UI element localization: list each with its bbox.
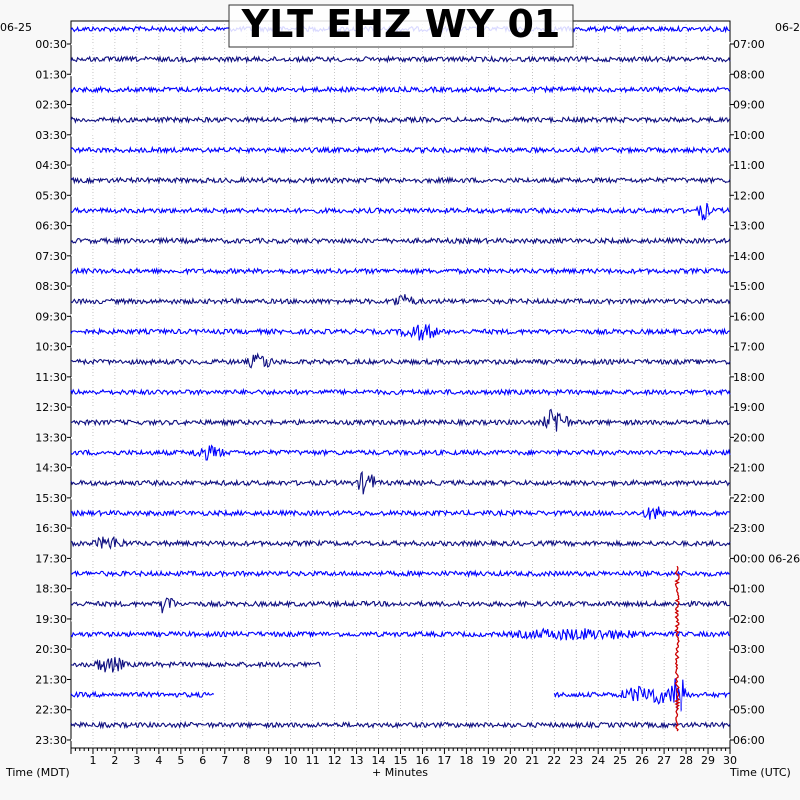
x-tick-label: 6 xyxy=(199,754,207,767)
x-tick-label: 12 xyxy=(327,754,342,767)
right-time-label: 22:00 xyxy=(733,491,765,505)
right-time-label: 17:00 xyxy=(733,340,765,354)
x-axis-title: + Minutes xyxy=(371,766,429,779)
left-time-label: 06:30 xyxy=(35,219,67,233)
left-time-label: 01:30 xyxy=(35,68,67,82)
right-time-label: 05:00 xyxy=(733,703,765,717)
x-tick-label: 3 xyxy=(133,754,141,767)
left-time-label: 10:30 xyxy=(35,340,67,354)
right-time-label: 07:00 xyxy=(733,38,765,51)
left-time-label: 11:30 xyxy=(35,370,67,384)
x-tick-label: 5 xyxy=(177,754,185,767)
x-tick-label: 21 xyxy=(525,754,540,767)
left-time-label: 16:30 xyxy=(35,522,67,536)
right-time-label: 16:00 xyxy=(733,310,765,324)
x-tick-label: 14 xyxy=(371,754,386,767)
x-tick-label: 27 xyxy=(657,754,672,767)
right-time-label: 08:00 xyxy=(733,68,765,82)
right-time-label: 13:00 xyxy=(733,219,765,233)
right-time-label: 10:00 xyxy=(733,128,765,142)
x-tick-label: 1 xyxy=(89,754,97,767)
right-time-label: 19:00 xyxy=(733,401,765,415)
left-time-label: 19:30 xyxy=(35,612,67,626)
right-date-label: 06-2 xyxy=(775,21,800,34)
right-time-label: 09:00 xyxy=(733,98,765,112)
left-time-label: 22:30 xyxy=(35,703,67,717)
right-time-label: 04:00 xyxy=(733,673,765,687)
right-time-label: 06:00 xyxy=(733,733,765,747)
right-time-label: 21:00 xyxy=(733,461,765,475)
x-tick-label: 19 xyxy=(481,754,496,767)
x-tick-label: 26 xyxy=(635,754,650,767)
x-tick-label: 22 xyxy=(547,754,562,767)
x-tick-label: 11 xyxy=(305,754,320,767)
left-time-label: 08:30 xyxy=(35,280,67,294)
title-box xyxy=(229,2,573,47)
left-time-label: 23:30 xyxy=(35,733,67,747)
x-tick-label: 8 xyxy=(243,754,251,767)
left-time-label: 02:30 xyxy=(35,98,67,112)
left-time-label: 13:30 xyxy=(35,431,67,445)
right-time-label: 11:00 xyxy=(733,159,765,173)
x-tick-label: 4 xyxy=(155,754,163,767)
left-time-label: 12:30 xyxy=(35,401,67,415)
right-time-label: 20:00 xyxy=(733,431,765,445)
left-time-label: 09:30 xyxy=(35,310,67,324)
x-tick-label: 18 xyxy=(459,754,474,767)
left-axis-labels xyxy=(35,38,67,747)
left-time-label: 07:30 xyxy=(35,249,67,263)
left-time-label: 04:30 xyxy=(35,159,67,173)
right-time-label: 01:00 xyxy=(733,582,765,596)
left-time-label: 03:30 xyxy=(35,128,67,142)
left-time-label: 20:30 xyxy=(35,643,67,657)
x-tick-label: 20 xyxy=(503,754,518,767)
left-axis-title: Time (MDT) xyxy=(6,766,70,779)
left-date-label: 06-25 xyxy=(0,21,32,34)
right-time-label: 03:00 xyxy=(733,643,765,657)
x-tick-label: 16 xyxy=(415,754,430,767)
right-time-label: 02:00 xyxy=(733,612,765,626)
x-tick-label: 10 xyxy=(283,754,298,767)
left-time-label: 15:30 xyxy=(35,491,67,505)
right-time-label: 12:00 xyxy=(733,189,765,203)
x-tick-label: 9 xyxy=(265,754,273,767)
chart-title: YLT EHZ WY 01 xyxy=(241,2,561,46)
left-time-label: 21:30 xyxy=(35,673,67,687)
x-tick-label: 30 xyxy=(723,754,737,767)
x-tick-label: 23 xyxy=(569,754,584,767)
right-axis-labels xyxy=(733,38,800,747)
x-tick-label: 2 xyxy=(111,754,119,767)
x-tick-label: 17 xyxy=(437,754,452,767)
left-time-label: 18:30 xyxy=(35,582,67,596)
x-tick-label: 15 xyxy=(393,754,408,767)
left-time-label: 14:30 xyxy=(35,461,67,475)
right-axis-title: Time (UTC) xyxy=(730,766,791,779)
x-tick-label: 7 xyxy=(221,754,229,767)
right-time-label: 00:00 06-26 xyxy=(733,552,800,566)
left-time-label: 05:30 xyxy=(35,189,67,203)
left-time-label: 17:30 xyxy=(35,552,67,566)
x-tick-label: 29 xyxy=(701,754,716,767)
x-tick-label: 25 xyxy=(613,754,628,767)
right-time-label: 23:00 xyxy=(733,522,765,536)
left-time-label: 00:30 xyxy=(35,38,67,51)
x-tick-label: 28 xyxy=(679,754,694,767)
right-time-label: 14:00 xyxy=(733,249,765,263)
x-tick-label: 24 xyxy=(591,754,606,767)
right-time-label: 18:00 xyxy=(733,370,765,384)
x-tick-label: 13 xyxy=(349,754,364,767)
right-time-label: 15:00 xyxy=(733,280,765,294)
